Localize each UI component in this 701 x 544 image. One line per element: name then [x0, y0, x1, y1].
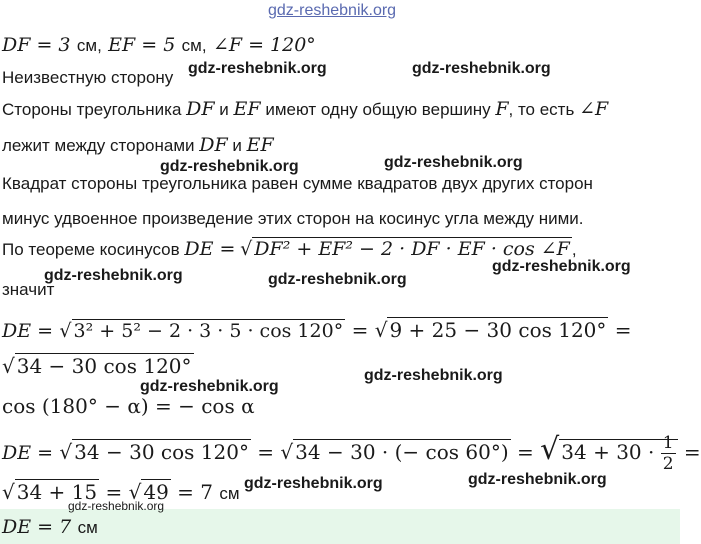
calc1-eq: = [351, 318, 369, 342]
answer-unit: см [77, 518, 98, 537]
calc2-fraction [661, 433, 676, 474]
watermark: gdz-reshebnik.org [268, 271, 407, 288]
given-line [2, 32, 316, 56]
unknown-side-line: Неизвестную сторону [2, 68, 174, 87]
theorem-lhs: DE = [184, 238, 236, 260]
calc2-radicand3 [559, 433, 677, 474]
calc2-radicand2: 34 − 30 · (− cos 60°) [295, 440, 509, 464]
sides-intro: Стороны треугольника [2, 100, 182, 119]
calc2-line [2, 432, 701, 474]
calc3-eq1: = [105, 480, 123, 504]
calc3-radicand1: 34 + 15 [16, 480, 98, 504]
watermark: gdz-reshebnik.org [140, 378, 279, 395]
watermark-small: gdz-reshebnik.org [68, 499, 165, 513]
calc3-result: = 7 [177, 480, 214, 504]
watermark: gdz-reshebnik.org [384, 154, 523, 171]
calc2-radicand1: 34 − 30 cos 120° [74, 440, 249, 464]
identity-line: cos (180° − α) = − cos α [2, 394, 255, 418]
given-angle: ∠F = 120° [212, 34, 316, 56]
calc2-eq2: = [517, 440, 534, 464]
sides-line [2, 98, 608, 120]
watermark: gdz-reshebnik.org [492, 258, 631, 275]
watermark: gdz-reshebnik.org [160, 158, 299, 175]
given-df: DF = 3 [2, 34, 71, 56]
given-ef: EF = 5 [108, 34, 176, 56]
fraction-denominator: 2 [662, 454, 674, 474]
calc2-sqrt2: √ 34 − 30 · (− cos 60°) [280, 440, 509, 464]
answer-line [2, 514, 98, 538]
watermark: gdz-reshebnik.org [44, 267, 183, 284]
calc1-radicand2: 9 + 25 − 30 cos 120° [389, 318, 607, 342]
and-word: и [219, 100, 229, 119]
calc1-cont-line [2, 354, 194, 378]
watermark: gdz-reshebnik.org [412, 60, 551, 77]
side-df: DF [186, 98, 215, 120]
calc2-sqrt1: √ 34 − 30 cos 120° [59, 440, 249, 464]
calc3-unit: см [219, 484, 240, 503]
theorem-tail: , [571, 240, 577, 259]
calc1-radicand3: 34 − 30 cos 120° [16, 354, 192, 378]
share-vertex: имеют одну общую вершину [265, 100, 491, 119]
calc1-eq2: = [614, 318, 632, 342]
calc2-eq1: = [257, 440, 275, 464]
rule-line-1: Квадрат стороны треугольника равен сумме квадратов двух других сторон [2, 174, 593, 193]
rule-line-2: минус удвоенное произведение этих сторон на косинус угла между ними. [2, 209, 584, 228]
calc2-radicand3-pre: 34 + 30 · [561, 440, 655, 464]
watermark: gdz-reshebnik.org [364, 367, 503, 384]
therefore-line: значит [2, 280, 55, 299]
side-ef-2: EF [246, 134, 274, 156]
given-ef-unit: см, [181, 36, 207, 55]
by-theorem: По теореме косинусов [2, 240, 180, 259]
calc3-radicand2: 49 [143, 480, 169, 504]
watermark: gdz-reshebnik.org [244, 475, 383, 492]
watermark: gdz-reshebnik.org [468, 471, 607, 488]
side-ef: EF [233, 98, 261, 120]
answer-box [0, 509, 680, 544]
answer-value: DE = 7 [2, 516, 72, 538]
between-line [2, 134, 274, 156]
calc1-sqrt2: √ 9 + 25 − 30 cos 120° [374, 318, 607, 342]
calc2-sqrt3: √ 34 + 30 · $\frac{1}{2}$ [540, 432, 677, 474]
that-is: , то есть [508, 100, 575, 119]
fraction-numerator: 1 [662, 433, 674, 453]
calc1-line [2, 318, 632, 342]
calc1-radicand1: 3² + 5² − 2 · 3 · 5 · cos 120° [73, 320, 344, 342]
angle-f: ∠F [579, 98, 609, 120]
calc2-lhs: DE = [2, 442, 54, 464]
calc3-sqrt2: √ 49 [128, 480, 169, 504]
watermark-top[interactable]: gdz-reshebnik.org [268, 2, 397, 19]
calc3-sqrt1: √ 34 + 15 [2, 480, 98, 504]
theorem-sqrt: √ DF² + EF² − 2 · DF · EF · cos ∠F [240, 238, 570, 260]
calc1-lhs: DE = [2, 320, 54, 342]
theorem-line [2, 238, 577, 260]
side-df-2: DF [199, 134, 228, 156]
given-df-unit: см, [76, 36, 102, 55]
calc2-eq3: = [683, 440, 701, 464]
theorem-radicand: DF² + EF² − 2 · DF · EF · cos ∠F [254, 238, 570, 260]
and-word-2: и [232, 136, 242, 155]
lies-between: лежит между сторонами [2, 136, 195, 155]
calc1-sqrt3: √ 34 − 30 cos 120° [2, 354, 192, 378]
vertex-f: F [495, 98, 509, 120]
watermark: gdz-reshebnik.org [188, 60, 327, 77]
calc1-sqrt1: √ 3² + 5² − 2 · 3 · 5 · cos 120° [59, 320, 344, 342]
